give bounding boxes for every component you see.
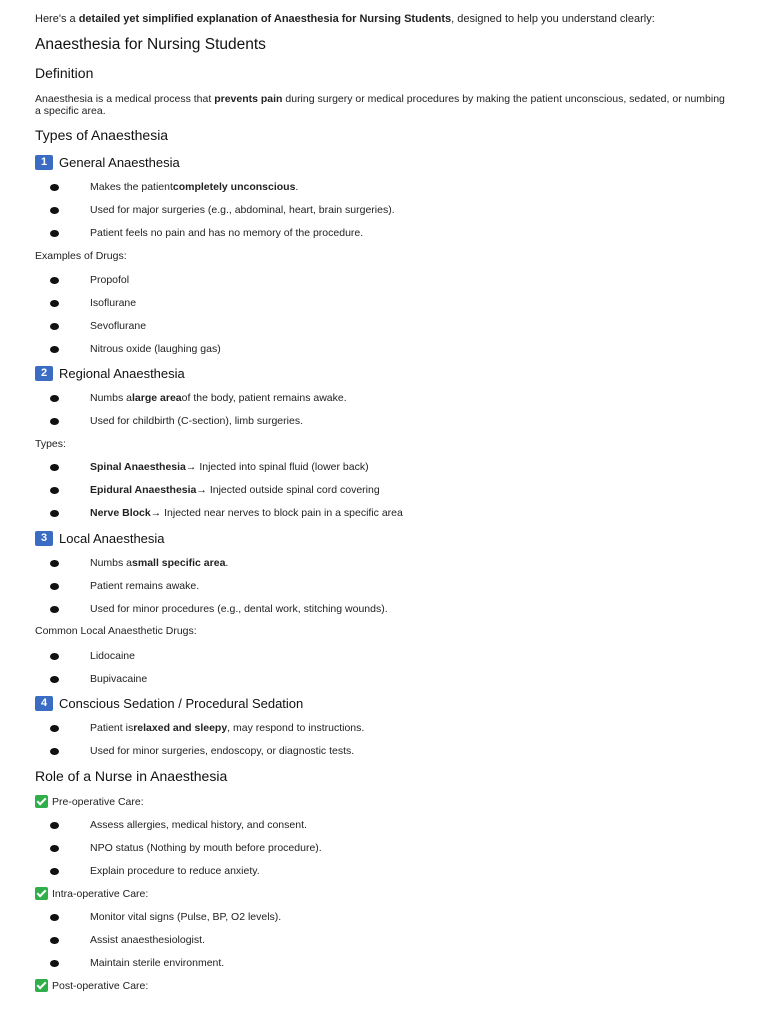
list-item: Propofol [50,273,129,287]
bullet-icon [50,583,59,590]
intro-text: Here's a detailed yet simplified explanation of Anaesthesia for Nursing Students, designed to help you understand clearly: [35,13,655,25]
list-item: Epidural Anaesthesia → Injected outside spinal cord covering [50,483,380,497]
list-item: Spinal Anaesthesia → Injected into spinal fluid (lower back) [50,460,369,474]
list-item: Nerve Block → Injected near nerves to block pain in a specific area [50,506,403,520]
bullet-icon [50,653,59,660]
bullet-icon [50,606,59,613]
page-title: Anaesthesia for Nursing Students [35,36,266,53]
intra-operative-label: Intra-operative Care: [35,887,148,900]
list-item: Monitor vital signs (Pulse, BP, O2 levels). [50,910,281,924]
drugs-label: Examples of Drugs: [35,250,127,262]
bullet-icon [50,277,59,284]
types-label: Types: [35,438,66,450]
bullet-icon [50,487,59,494]
list-item: Patient feels no pain and has no memory of the procedure. [50,226,363,240]
local-drugs-label: Common Local Anaesthetic Drugs: [35,625,197,637]
bullet-icon [50,960,59,967]
definition-heading: Definition [35,65,94,81]
bullet-icon [50,230,59,237]
list-item: Numbs a small specific area . [50,556,228,570]
number-four-icon: 4 [35,696,53,711]
post-operative-label: Post-operative Care: [35,979,148,992]
bullet-icon [50,560,59,567]
sedation-heading: 4 Conscious Sedation / Procedural Sedation [35,696,303,711]
list-item: Bupivacaine [50,672,147,686]
list-item: Lidocaine [50,649,135,663]
number-three-icon: 3 [35,531,53,546]
bullet-icon [50,868,59,875]
bullet-icon [50,510,59,517]
list-item: Patient remains awake. [50,579,199,593]
list-item: Maintain sterile environment. [50,956,224,970]
check-mark-icon [35,887,48,900]
list-item: Explain procedure to reduce anxiety. [50,864,260,878]
bullet-icon [50,184,59,191]
list-item: Sevoflurane [50,319,146,333]
bullet-icon [50,395,59,402]
list-item: NPO status (Nothing by mouth before procedure). [50,841,322,855]
pre-operative-label: Pre-operative Care: [35,795,144,808]
bullet-icon [50,676,59,683]
bullet-icon [50,300,59,307]
list-item: Used for childbirth (C-section), limb surgeries. [50,414,303,428]
bullet-icon [50,822,59,829]
list-item: Nitrous oxide (laughing gas) [50,342,221,356]
bullet-icon [50,323,59,330]
list-item: Numbs a large area of the body, patient remains awake. [50,391,347,405]
list-item: Assess allergies, medical history, and consent. [50,818,307,832]
list-item: Used for minor surgeries, endoscopy, or diagnostic tests. [50,744,354,758]
nurse-role-heading: Role of a Nurse in Anaesthesia [35,768,228,784]
bullet-icon [50,207,59,214]
bullet-icon [50,418,59,425]
regional-anaesthesia-heading: 2 Regional Anaesthesia [35,366,185,381]
check-mark-icon [35,795,48,808]
bullet-icon [50,346,59,353]
list-item: Assist anaesthesiologist. [50,933,205,947]
bullet-icon [50,937,59,944]
number-two-icon: 2 [35,366,53,381]
list-item: Makes the patient completely unconscious . [50,180,298,194]
bullet-icon [50,464,59,471]
list-item: Isoflurane [50,296,136,310]
list-item: Used for major surgeries (e.g., abdominal, heart, brain surgeries). [50,203,395,217]
bullet-icon [50,914,59,921]
list-item: Patient is relaxed and sleepy , may respond to instructions. [50,721,364,735]
bullet-icon [50,845,59,852]
number-one-icon: 1 [35,155,53,170]
general-anaesthesia-heading: 1 General Anaesthesia [35,155,180,170]
types-heading: Types of Anaesthesia [35,127,169,143]
check-mark-icon [35,979,48,992]
definition-paragraph: Anaesthesia is a medical process that prevents pain during surgery or medical procedures by making the patient unconscious, sedated, or numbing a specific area. [35,93,725,117]
bullet-icon [50,725,59,732]
bullet-icon [50,748,59,755]
local-anaesthesia-heading: 3 Local Anaesthesia [35,531,165,546]
list-item: Used for minor procedures (e.g., dental work, stitching wounds). [50,602,388,616]
